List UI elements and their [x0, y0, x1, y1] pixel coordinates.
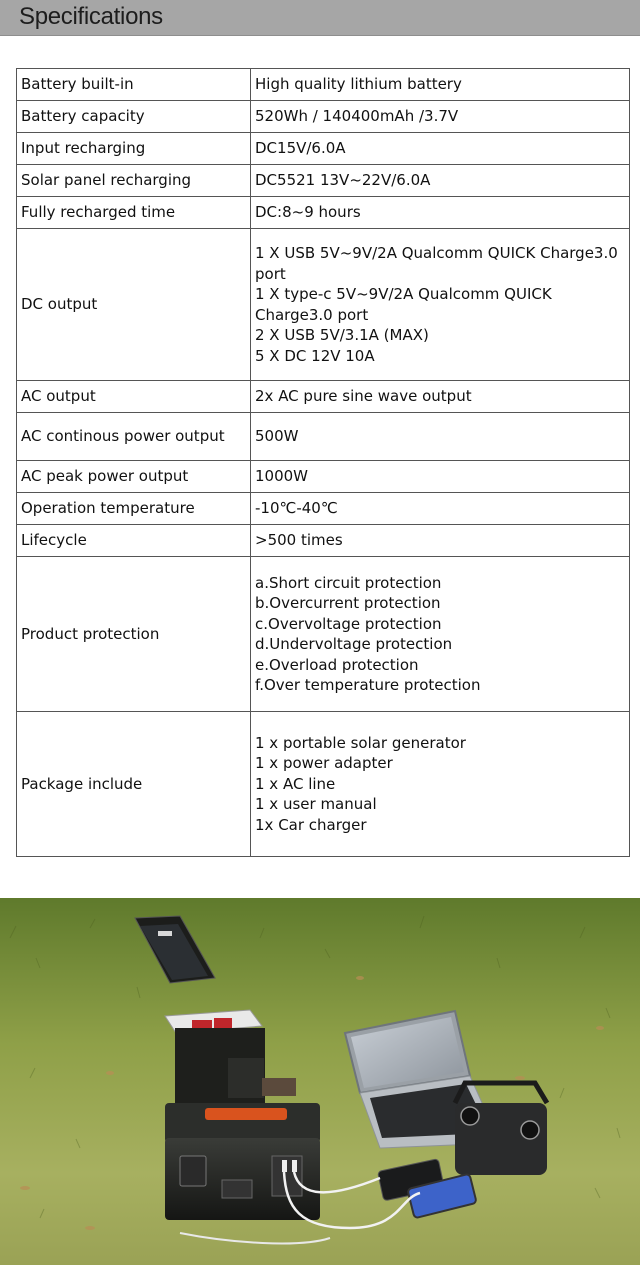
spec-value: 500W — [251, 413, 630, 461]
section-header — [0, 0, 640, 36]
table-row — [17, 133, 630, 165]
spec-value: DC5521 13V~22V/6.0A — [251, 165, 630, 197]
table-row — [17, 165, 630, 197]
product-photo — [0, 898, 640, 1265]
spec-label: AC continous power output — [17, 413, 251, 461]
section-title: Specifications — [19, 3, 163, 30]
table-row — [17, 69, 630, 101]
table-row — [17, 493, 630, 525]
spec-label: AC peak power output — [17, 461, 251, 493]
spec-label: Package include — [17, 712, 251, 857]
table-row — [17, 413, 630, 461]
spec-value: >500 times — [251, 525, 630, 557]
spec-value: 1 x portable solar generator 1 x power adapter 1 x AC line 1 x user manual 1x Car charger — [251, 712, 630, 857]
spec-label: Solar panel recharging — [17, 165, 251, 197]
spec-value: -10℃-40℃ — [251, 493, 630, 525]
spec-label: Input recharging — [17, 133, 251, 165]
spec-value: 1 X USB 5V~9V/2A Qualcomm QUICK Charge3.0 port 1 X type-c 5V~9V/2A Qualcomm QUICK Charge3.0 port 2 X USB 5V/3.1A (MAX) 5 X DC 12V 10A — [251, 229, 630, 381]
spec-value: DC15V/6.0A — [251, 133, 630, 165]
spec-value: 1000W — [251, 461, 630, 493]
table-row — [17, 229, 630, 381]
spec-value: DC:8~9 hours — [251, 197, 630, 229]
spec-value: 520Wh / 140400mAh /3.7V — [251, 101, 630, 133]
spec-label: Battery capacity — [17, 101, 251, 133]
spec-value: High quality lithium battery — [251, 69, 630, 101]
spec-label: Battery built-in — [17, 69, 251, 101]
table-row — [17, 525, 630, 557]
spec-label: AC output — [17, 381, 251, 413]
spec-value: a.Short circuit protection b.Overcurrent protection c.Overvoltage protection d.Undervoltage protection e.Overload protection f.Over temperature protection — [251, 557, 630, 712]
table-row — [17, 461, 630, 493]
spec-label: Lifecycle — [17, 525, 251, 557]
table-row — [17, 197, 630, 229]
spec-label: DC output — [17, 229, 251, 381]
table-row — [17, 101, 630, 133]
table-row — [17, 712, 630, 857]
specifications-table — [16, 68, 630, 857]
table-row — [17, 557, 630, 712]
spec-label: Operation temperature — [17, 493, 251, 525]
spec-value: 2x AC pure sine wave output — [251, 381, 630, 413]
spec-label: Product protection — [17, 557, 251, 712]
spec-label: Fully recharged time — [17, 197, 251, 229]
table-row — [17, 381, 630, 413]
